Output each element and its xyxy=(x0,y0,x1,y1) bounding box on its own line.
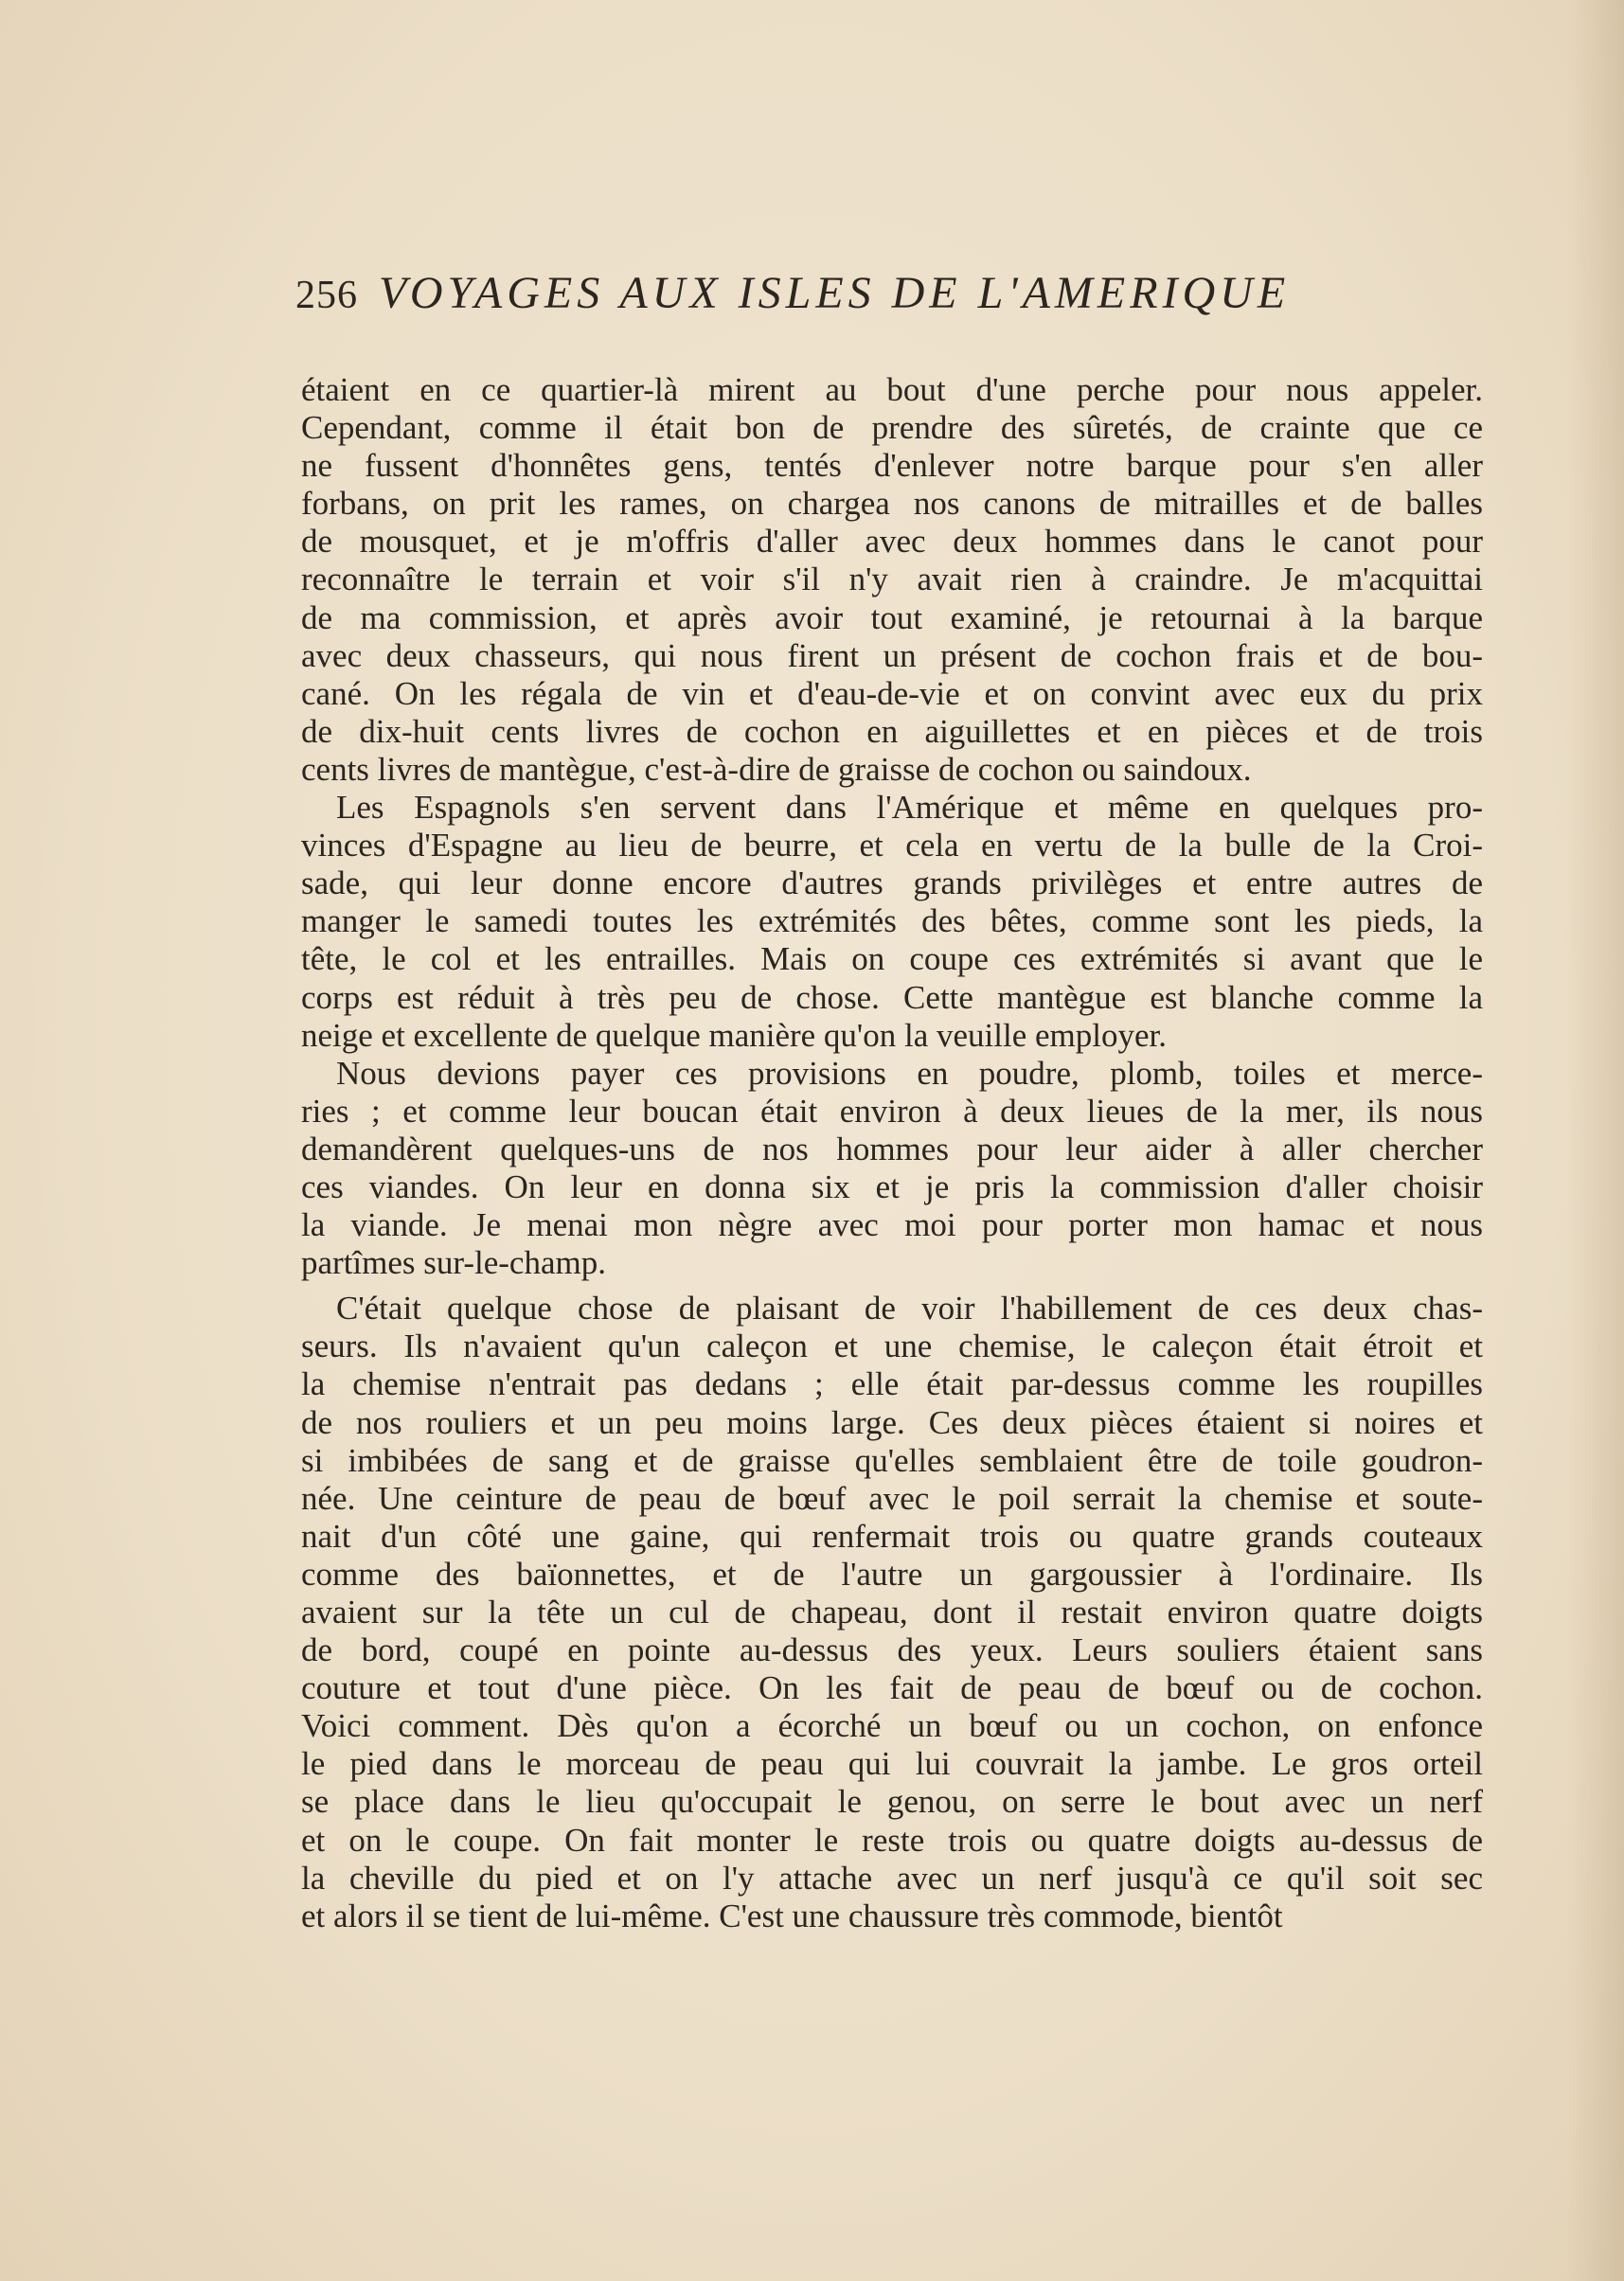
text-line: de nos rouliers et un peu moins large. Ces deux pièces étaient si noires et xyxy=(301,1403,1483,1441)
text-line: née. Une ceinture de peau de bœuf avec le poil serrait la chemise et soute- xyxy=(301,1479,1483,1517)
text-line: de dix-huit cents livres de cochon en aiguillettes et en pièces et de trois xyxy=(301,712,1483,750)
text-line: C'était quelque chose de plaisant de voir l'habillement de ces deux chas- xyxy=(336,1290,1483,1328)
text-line: manger le samedi toutes les extrémités des bêtes, comme sont les pieds, la xyxy=(301,902,1483,940)
text-line: corps est réduit à très peu de chose. Cette mantègue est blanche comme la xyxy=(301,978,1483,1016)
text-line: tête, le col et les entrailles. Mais on coupe ces extrémités si avant que le xyxy=(301,940,1483,978)
text-line: se place dans le lieu qu'occupait le genou, on serre le bout avec un nerf xyxy=(301,1783,1483,1821)
text-line: de mousquet, et je m'offris d'aller avec deux hommes dans le canot pour xyxy=(301,523,1483,561)
text-line: demandèrent quelques-uns de nos hommes pour leur aider à aller chercher xyxy=(301,1130,1483,1167)
text-line: avaient sur la tête un cul de chapeau, dont il restait environ quatre doigts xyxy=(301,1594,1483,1631)
text-line: partîmes sur-le-champ. xyxy=(301,1244,606,1282)
paragraph xyxy=(301,371,1483,789)
text-line: forbans, on prit les rames, on chargea nos canons de mitrailles et de balles xyxy=(301,485,1483,523)
text-line: nait d'un côté une gaine, qui renfermait trois ou quatre grands couteaux xyxy=(301,1517,1483,1555)
text-line: la cheville du pied et on l'y attache avec un nerf jusqu'à ce qu'il soit sec xyxy=(301,1859,1483,1897)
text-line: ries ; et comme leur boucan était environ à deux lieues de la mer, ils nous xyxy=(301,1092,1483,1130)
paragraph xyxy=(301,1290,1483,1935)
text-line: neige et excellente de quelque manière qu'on la veuille employer. xyxy=(301,1016,1167,1054)
text-line: le pied dans le morceau de peau qui lui couvrait la jambe. Le gros orteil xyxy=(301,1745,1483,1783)
text-line: si imbibées de sang et de graisse qu'elles semblaient être de toile goudron- xyxy=(301,1441,1483,1479)
text-line: sade, qui leur donne encore d'autres grands privilèges et entre autres de xyxy=(301,864,1483,902)
paragraph-gap xyxy=(301,1282,1483,1290)
text-line: reconnaître le terrain et voir s'il n'y avait rien à craindre. Je m'acquittai xyxy=(301,561,1483,598)
text-line: comme des baïonnettes, et de l'autre un gargoussier à l'ordinaire. Ils xyxy=(301,1555,1483,1593)
text-line: de ma commission, et après avoir tout examiné, je retournai à la barque xyxy=(301,598,1483,636)
page-edge-shadow xyxy=(1567,0,1624,2281)
text-line: et alors il se tient de lui-même. C'est une chaussure très commode, bientôt xyxy=(301,1897,1283,1934)
text-line: la chemise n'entrait pas dedans ; elle était par-dessus comme les roupilles xyxy=(301,1365,1483,1403)
text-line: cents livres de mantègue, c'est-à-dire de graisse de cochon ou saindoux. xyxy=(301,750,1252,788)
text-line: ne fussent d'honnêtes gens, tentés d'enlever notre barque pour s'en aller xyxy=(301,447,1483,485)
running-header xyxy=(295,267,1489,343)
paragraph xyxy=(301,789,1483,1055)
text-line: étaient en ce quartier-là mirent au bout d'une perche pour nous appeler. xyxy=(301,371,1483,408)
text-line: cané. On les régala de vin et d'eau-de-vie et on convint avec eux du prix xyxy=(301,674,1483,712)
text-line: Cependant, comme il était bon de prendre des sûretés, de crainte que ce xyxy=(301,409,1483,447)
running-title: VOYAGES AUX ISLES DE L'AMERIQUE xyxy=(379,268,1291,318)
text-line: la viande. Je menai mon nègre avec moi pour porter mon hamac et nous xyxy=(301,1206,1483,1244)
text-line: avec deux chasseurs, qui nous firent un présent de cochon frais et de bou- xyxy=(301,636,1483,674)
text-line: Les Espagnols s'en servent dans l'Amérique et même en quelques pro- xyxy=(336,789,1483,827)
text-line: Voici comment. Dès qu'on a écorché un bœuf ou un cochon, on enfonce xyxy=(301,1707,1483,1745)
text-line: Nous devions payer ces provisions en poudre, plomb, toiles et merce- xyxy=(336,1054,1483,1092)
text-line: seurs. Ils n'avaient qu'un caleçon et une chemise, le caleçon était étroit et xyxy=(301,1328,1483,1365)
text-line: ces viandes. On leur en donna six et je pris la commission d'aller choisir xyxy=(301,1167,1483,1205)
text-line: et on le coupe. On fait monter le reste trois ou quatre doigts au-dessus de xyxy=(301,1821,1483,1859)
text-line: vinces d'Espagne au lieu de beurre, et cela en vertu de la bulle de la Croi- xyxy=(301,827,1483,864)
page-number: 256 xyxy=(295,274,358,317)
body-text xyxy=(301,371,1483,1935)
text-line: couture et tout d'une pièce. On les fait de peau de bœuf ou de cochon. xyxy=(301,1669,1483,1707)
paragraph xyxy=(301,1055,1483,1283)
text-line: de bord, coupé en pointe au-dessus des yeux. Leurs souliers étaient sans xyxy=(301,1631,1483,1669)
